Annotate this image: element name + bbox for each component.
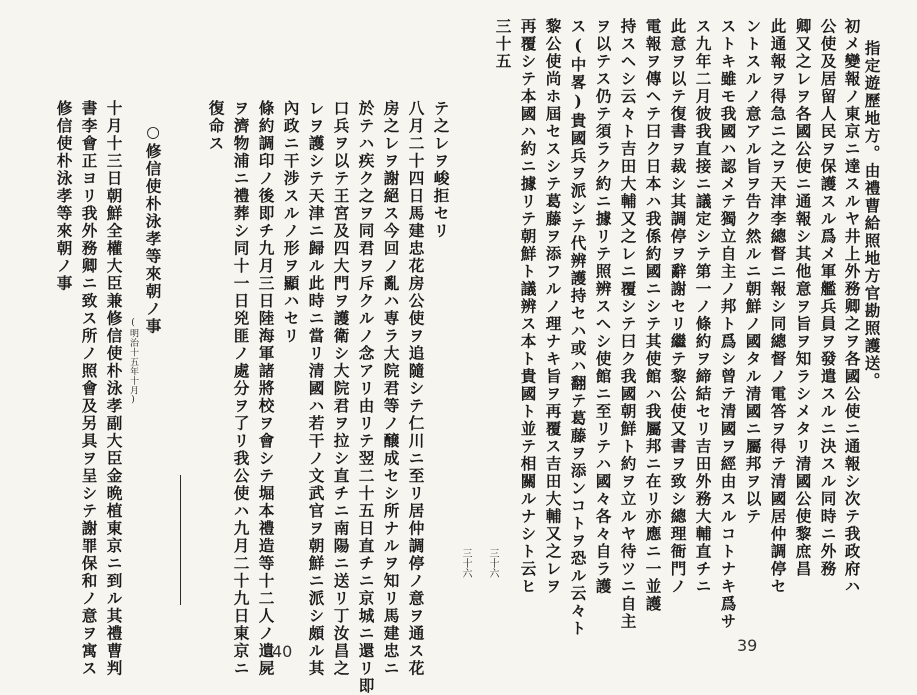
text-column: ス九年二月彼我直接ニ議定シテ第一ノ條約ヲ締結セリ吉田外務大輔直チニ bbox=[693, 18, 713, 596]
text-column: 卿又之レヲ各國公使ニ通報シ其他意ヲ旨ヲ知ラシメタリ清國公使黎庶昌 bbox=[793, 18, 813, 578]
text-column: 十月十三日朝鮮全權大臣兼修信使朴泳孝副大臣金晩植東京ニ到ル其禮曹判 bbox=[104, 100, 124, 678]
text-column: 此意ヲ以テ復書ヲ裁シ其調停ヲ辭謝セリ繼テ黎公使又書ヲ致シ總理衙門ノ bbox=[668, 18, 688, 596]
text-column: 電報ヲ傳ヘテ曰ク日本ハ我係約國ニシテ其使館ハ我屬邦ニ在リ亦應ニ一並護 bbox=[643, 18, 663, 613]
text-column: ヲ以テス仍テ須ラク約ニ據リテ照辨スヘシ使館ニ至リテハ國々各々自ラ護 bbox=[593, 18, 613, 596]
page-marker-right: 三十六 bbox=[487, 548, 498, 578]
text-column: 黎公使尚ホ屆セスシテ葛藤ヲ添フルノ理ナキ旨ヲ再覆ス吉田大輔又之レヲ bbox=[543, 18, 563, 596]
page-number-right: 39 bbox=[737, 636, 758, 655]
text-column: ヲ濟物浦ニ禮葬シ同十一日兇匪ノ處分ヲ了リ我公使ハ九月二十九日東京ニ bbox=[231, 100, 251, 678]
text-column: 此通報ヲ得急ニ之ヲ天津李總督ニ報シ同總督ノ電答ヲ得テ清國居仲調停セ bbox=[768, 18, 788, 596]
text-column: ストキ雖モ我國ハ認メテ獨立自主ノ邦ト爲シ曾テ清國ヲ經由スルコトナキ爲サ bbox=[718, 18, 738, 631]
text-column: 房之レヲ謝絕ス今回ノ亂ハ専ラ大院君等ノ醸成セシ所ナルヲ知リ馬建忠ニ bbox=[381, 100, 401, 678]
text-column: 書李會正ヨリ我外務卿ニ致ス所ノ照會及另具ヲ呈シテ謝罪保和ノ意ヲ寓ス bbox=[79, 100, 99, 678]
text-column: 再覆シテ本國ハ約ニ據リテ朝鮮ト議辨ス本ト貴國ト並テ相關ルナシト云ヒ bbox=[518, 18, 538, 596]
text-column: ス(中畧)貴國兵ヲ派シテ代辨護持セハ或ハ翻テ葛藤ヲ添ンコトヲ恐ル云々ト bbox=[568, 18, 588, 638]
section-heading-right: 指定遊歷地方。由禮曹給照地方官勘照護送。 bbox=[862, 40, 882, 390]
text-column: 於テハ疾ク之ヲ同君ヲ斥クルノ念アリ由リテ翌二十五日直チニ京城ニ還リ即 bbox=[356, 100, 376, 695]
page-number-left: 40 bbox=[272, 642, 293, 661]
text-column: 修信使朴泳孝等來朝ノ事 bbox=[54, 100, 74, 293]
text-column: 初メ變報ノ東京ニ達スルヤ井上外務卿之ヲ各國公使ニ通報シ次テ我政府ハ bbox=[842, 18, 862, 596]
text-column: テ之レヲ峻拒セリ bbox=[431, 100, 451, 240]
section-date-note: (明治十五年十月) bbox=[128, 318, 138, 406]
text-column: 公使及居留人民ヲ保護スル爲メ軍艦兵員ヲ發遣スルニ決スル同時ニ外務 bbox=[818, 18, 838, 578]
text-column: ントスルノ意アル旨ヲ告ク然ルニ朝鮮ノ國タル清國ニ屬邦ヲ以テ bbox=[743, 18, 763, 526]
text-column: 八月二十四日馬建忠花房公使ヲ追隨シテ仁川ニ至リ居仲調停ノ意ヲ通ス花 bbox=[406, 100, 426, 678]
page-marker-left: 三十六 bbox=[460, 548, 471, 578]
text-column: レヲ護シテ天津ニ歸ル此時ニ當リ清國ハ若干ノ文武官ヲ朝鮮ニ派シ頗ル其 bbox=[306, 100, 326, 678]
text-column: 口兵ヲ以テ王宮及四大門ヲ護衛シ大院君ヲ拉シ直チニ南陽ニ送リ丁汝昌之 bbox=[331, 100, 351, 678]
text-column: 持スヘシ云々ト吉田大輔又之レニ覆シテ曰ク我國朝鮮ト約ヲ立ルヤ待ツニ自主 bbox=[618, 18, 638, 631]
section-divider bbox=[180, 475, 181, 605]
text-column: 復命ス bbox=[206, 100, 226, 153]
section-heading-left: ○修信使朴泳孝等來朝ノ事 bbox=[143, 122, 163, 336]
text-column: 內政ニ干涉スルノ形ヲ顯ハセリ bbox=[281, 100, 301, 345]
text-column: 條約調印ノ後即チ九月三日陸海軍諸將校ヲ會シテ堀本禮造等十二人ノ遺屍 bbox=[256, 100, 276, 678]
text-column: 三十五 bbox=[493, 18, 513, 71]
